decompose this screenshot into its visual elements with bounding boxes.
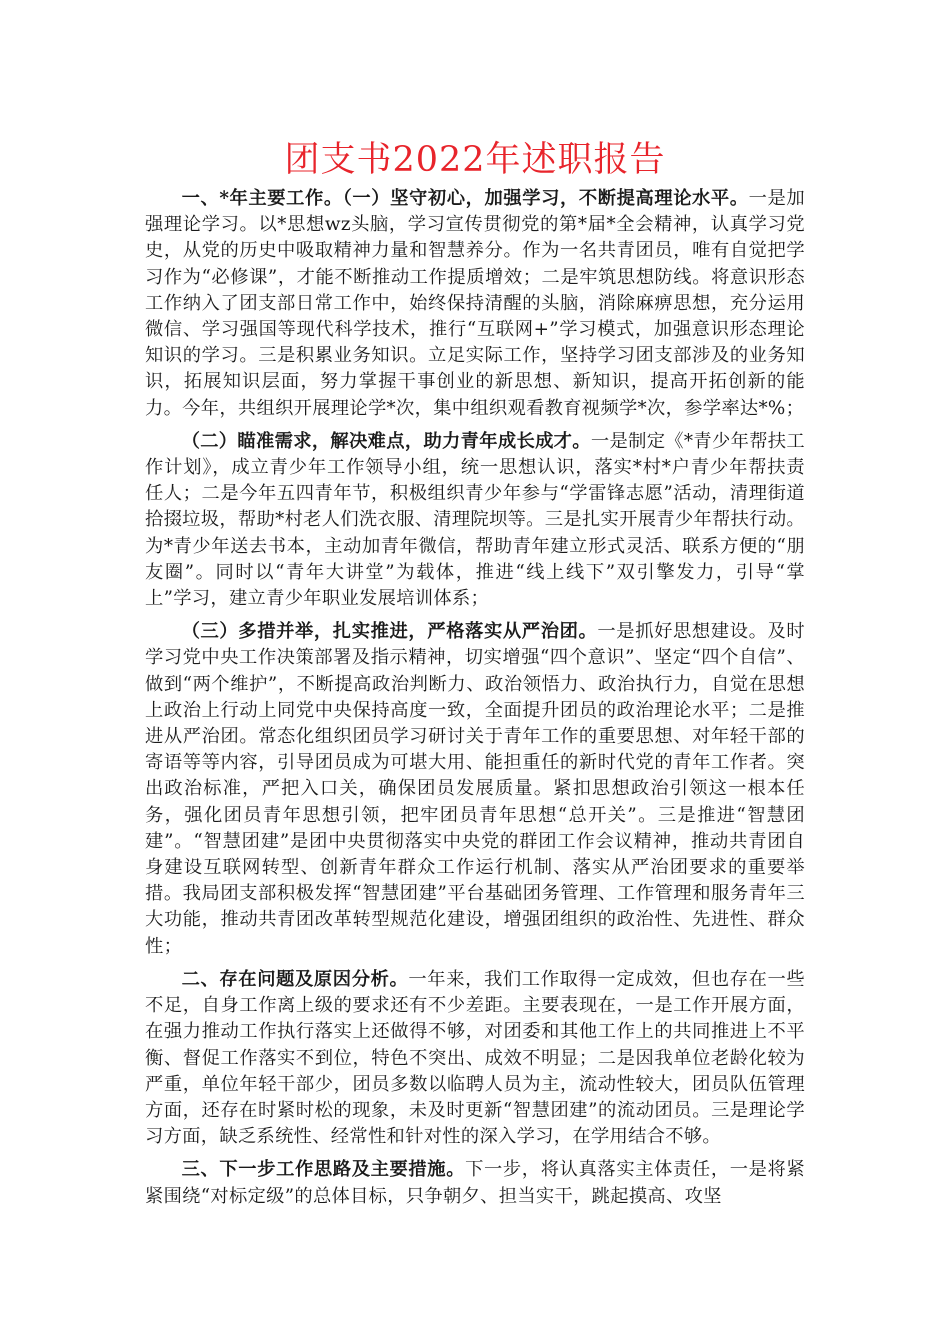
paragraph-youth-growth [145, 429, 805, 612]
paragraph-lead: （三）多措并举，扎实推进，严格落实从严治团。 [181, 621, 598, 643]
document-title: 团支书2022年述职报告 [284, 140, 666, 180]
paragraph-lead: 三、下一步工作思路及主要措施。 [181, 1159, 466, 1181]
paragraph-body: 一是抓好思想建设。及时学习党中央工作决策部署及指示精神，切实增强“四个意识”、坚定“四个自信”、做到“两个维护”，不断提高政治判断力、政治领悟力、政治执行力，自觉在思想上政治上行动上同党中央保持高度一致，全面提升团员的政治理论水平；二是推进从严治团。常态化组织团员学习研讨关于青年工作的重要思想、对年轻干部的寄语等等内容，引导团员成为可堪大用、能担重任的新时代党的青年工作者。突出政治标准，严把入口关，确保团员发展质量。紧扣思想政治引领这一根本任务，强化团员青年思想引领，把牢团员青年思想“总开关”。三是推进“智慧团建”。“智慧团建”是团中央贯彻落实中央党的群团工作会议精神，推动共青团自身建设互联网转型、创新青年群众工作运行机制、落实从严治团要求的重要举措。我局团支部积极发挥“智慧团建”平台基础团务管理、工作管理和服务青年三大功能，推动共青团改革转型规范化建设，增强团组织的政治性、先进性、群众性； [145, 621, 805, 957]
paragraph-body: 一是加强理论学习。以*思想wz头脑，学习宣传贯彻党的第*届*全会精神，认真学习党史，从党的历史中吸取精神力量和智慧养分。作为一名共青团员，唯有自觉把学习作为“必修课”，才能不断推动工作提质增效；二是牢筑思想防线。将意识形态工作纳入了团支部日常工作中，始终保持清醒的头脑，消除麻痹思想，充分运用微信、学习强国等现代科学技术，推行“互联网+”学习模式，加强意识形态理论知识的学习。三是积累业务知识。立足实际工作，坚持学习团支部涉及的业务知识，拓展知识层面，努力掌握干事创业的新思想、新知识，提高开拓创新的能力。今年，共组织开展理论学*次，集中组织观看教育视频学*次，参学率达*%； [145, 188, 805, 419]
paragraph-annual-work-study [145, 186, 805, 422]
document-page [145, 136, 805, 1217]
paragraph-lead: 一、*年主要工作。（一）坚守初心，加强学习，不断提高理论水平。 [181, 188, 749, 209]
paragraph-strict-governance [145, 619, 805, 960]
paragraph-body: 一是制定《*青少年帮扶工作计划》，成立青少年工作领导小组，统一思想认识，落实*村*户青少年帮扶责任人；二是今年五四青年节，积极组织青少年参与“学雷锋志愿”活动，清理街道拾掇垃圾，帮助*村老人们洗衣服、清理院坝等。三是扎实开展青少年帮扶行动。为*青少年送去书本，主动加青年微信，帮助青年建立形式灵活、联系方便的“朋友圈”。同时以“青年大讲堂”为载体，推进“线上线下”双引擎发力，引导“掌上”学习，建立青少年职业发展培训体系； [145, 430, 805, 610]
paragraph-lead: 二、存在问题及原因分析。 [181, 968, 409, 990]
paragraph-body: 下一步，将认真落实主体责任，一是将紧紧围绕“对标定级”的总体目标，只争朝夕、担当实干，跳起摸高、攻坚 [145, 1159, 805, 1207]
paragraph-lead: （二）瞄准需求，解决难点，助力青年成长成才。 [181, 430, 591, 452]
paragraph-next-steps [145, 1157, 805, 1209]
paragraph-body: 一年来，我们工作取得一定成效，但也存在一些不足，自身工作离上级的要求还有不少差距。主要表现在，一是工作开展方面，在强力推动工作执行落实上还做得不够，对团委和其他工作上的共同推进上不平衡、督促工作落实不到位，特色不突出、成效不明显；二是因我单位老龄化较为严重，单位年轻干部少，团员多数以临聘人员为主，流动性较大，团员队伍管理方面，还存在时紧时松的现象，未及时更新“智慧团建”的流动团员。三是理论学习方面，缺乏系统性、经常性和针对性的深入学习，在学用结合不够。 [145, 968, 805, 1148]
paragraph-problems-analysis [145, 967, 805, 1150]
